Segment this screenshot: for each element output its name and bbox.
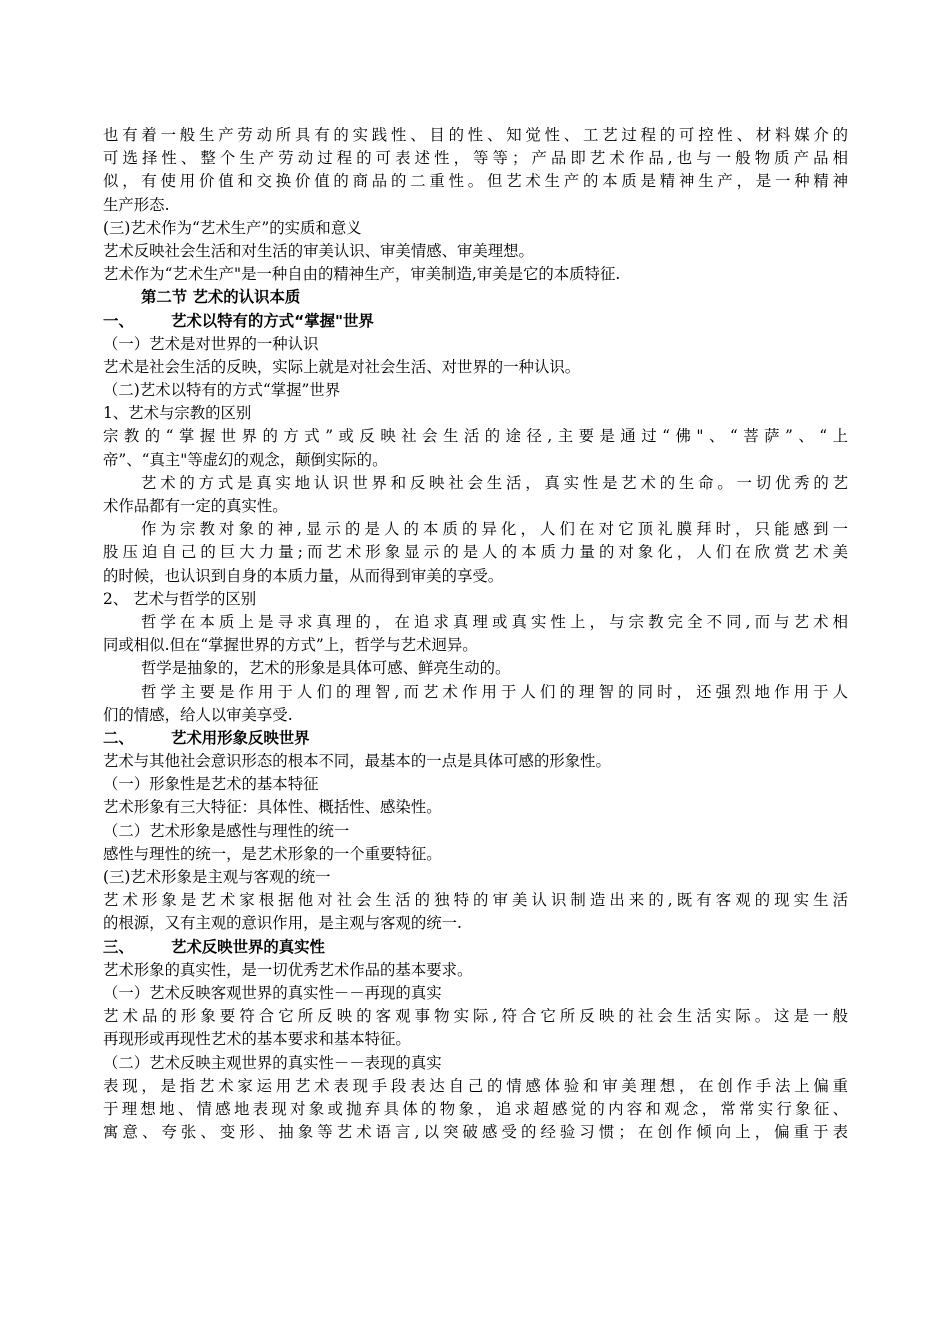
numbered-heading [103, 936, 848, 959]
text-line: 感性与理性的统一，是艺术形象的一个重要特征。 [103, 844, 442, 863]
text-line: 帝”、“真主"等虚幻的观念，颠倒实际的。 [103, 450, 388, 469]
document-page [103, 124, 848, 1144]
text-line: 2、 艺术与哲学的区别 [103, 589, 257, 608]
text-line: 艺术形象有三大特征：具体性、概括性、感染性。 [103, 798, 442, 817]
text-line: 股压迫自己的巨大力量;而艺术形象显示的是人的本质力量的对象化，人们在欣赏艺术美 [103, 543, 848, 562]
text-line: 艺术的方式是真实地认识世界和反映社会生活，真实性是艺术的生命。一切优秀的艺 [141, 473, 848, 492]
text-line: 于理想地、情感地表现对象或抛弃具体的物象，追求超感觉的内容和观念，常常实行象征、 [103, 1099, 848, 1118]
text-line: 术作品都有一定的真实性。 [103, 497, 288, 515]
text-line: 生产形态. [103, 195, 170, 214]
text-line: 似，有使用价值和交换价值的商品的二重性。但艺术生产的本质是精神生产，是一种精神 [103, 172, 848, 191]
heading-number: 一、 [103, 311, 134, 330]
text-line: 艺术反映社会生活和对生活的审美认识、审美情感、审美理想。 [103, 241, 534, 260]
text-line: （二)艺术以特有的方式“掌握”世界 [103, 381, 341, 400]
text-line: 也有着一般生产劳动所具有的实践性、目的性、知觉性、工艺过程的可控性、材料媒介的 [103, 126, 848, 144]
numbered-heading [103, 727, 848, 750]
text-line: （二）艺术反映主观世界的真实性－－表现的真实 [103, 1053, 442, 1072]
text-line: （一）形象性是艺术的基本特征 [103, 775, 319, 794]
text-line: 艺术与其他社会意识形态的根本不同，最基本的一点是具体可感的形象性。 [103, 752, 611, 771]
text-line: 艺术是社会生活的反映，实际上就是对社会生活、对世界的一种认识。 [103, 357, 581, 376]
text-line: 的时候，也认识到自身的本质力量，从而得到审美的享受。 [103, 566, 504, 585]
text-line: 同或相似.但在“掌握世界的方式”上，哲学与艺术迥异。 [103, 636, 478, 655]
text-line: （二）艺术形象是感性与理性的统一 [103, 821, 350, 840]
section-title: 第二节 艺术的认识本质 [141, 288, 301, 307]
text-line: （一）艺术是对世界的一种认识 [103, 334, 319, 353]
heading-number: 三、 [103, 937, 134, 956]
text-line: 作为宗教对象的神,显示的是人的本质的异化，人们在对它顶礼膜拜时，只能感到一 [141, 520, 848, 539]
text-line: （一）艺术反映客观世界的真实性－－再现的真实 [103, 983, 442, 1002]
text-line: 哲学是抽象的，艺术的形象是具体可感、鲜亮生动的。 [141, 659, 511, 678]
text-line: 哲学主要是作用于人们的理智,而艺术作用于人们的理智的同时，还强烈地作用于人 [141, 682, 848, 701]
text-line: 宗教的“掌握世界的方式”或反映社会生活的途径,主要是通过“佛"、“菩萨”、“上 [103, 427, 848, 446]
heading-text: 艺术以特有的方式“掌握"世界 [171, 311, 374, 330]
text-line: 寓意、夸张、变形、抽象等艺术语言,以突破感受的经验习惯；在创作倾向上，偏重于表 [103, 1123, 848, 1142]
numbered-heading [103, 310, 848, 333]
text-line: 艺术作为“艺术生产"是一种自由的精神生产，审美制造,审美是它的本质特征. [103, 265, 621, 284]
text-line: 1、艺术与宗教的区别 [103, 404, 252, 423]
text-line: 艺术品的形象要符合它所反映的客观事物实际,符合它所反映的社会生活实际。这是一般 [103, 1007, 848, 1026]
text-line: 艺术形象是艺术家根据他对社会生活的独特的审美认识制造出来的,既有客观的现实生活 [103, 891, 848, 910]
text-line: 再现形或再现性艺术的基本要求和基本特征。 [103, 1030, 411, 1049]
text-line: 的根源，又有主观的意识作用，是主观与客观的统一. [103, 914, 462, 933]
text-line: 哲学在本质上是寻求真理的，在追求真理或真实性上，与宗教完全不同,而与艺术相 [141, 612, 848, 631]
text-line: 表现，是指艺术家运用艺术表现手段表达自己的情感体验和审美理想，在创作手法上偏重 [103, 1076, 848, 1095]
text-line: (三)艺术作为“艺术生产”的实质和意义 [103, 218, 362, 237]
heading-text: 艺术反映世界的真实性 [171, 937, 325, 956]
heading-number: 二、 [103, 728, 134, 747]
text-line: 艺术形象的真实性，是一切优秀艺术作品的基本要求。 [103, 960, 473, 979]
text-line: (三)艺术形象是主观与客观的统一 [103, 868, 331, 886]
text-line: 可选择性、整个生产劳动过程的可表述性，等等；产品即艺术作品,也与一般物质产品相 [103, 149, 848, 168]
heading-text: 艺术用形象反映世界 [171, 728, 310, 747]
text-line: 们的情感，给人以审美享受. [103, 705, 293, 724]
